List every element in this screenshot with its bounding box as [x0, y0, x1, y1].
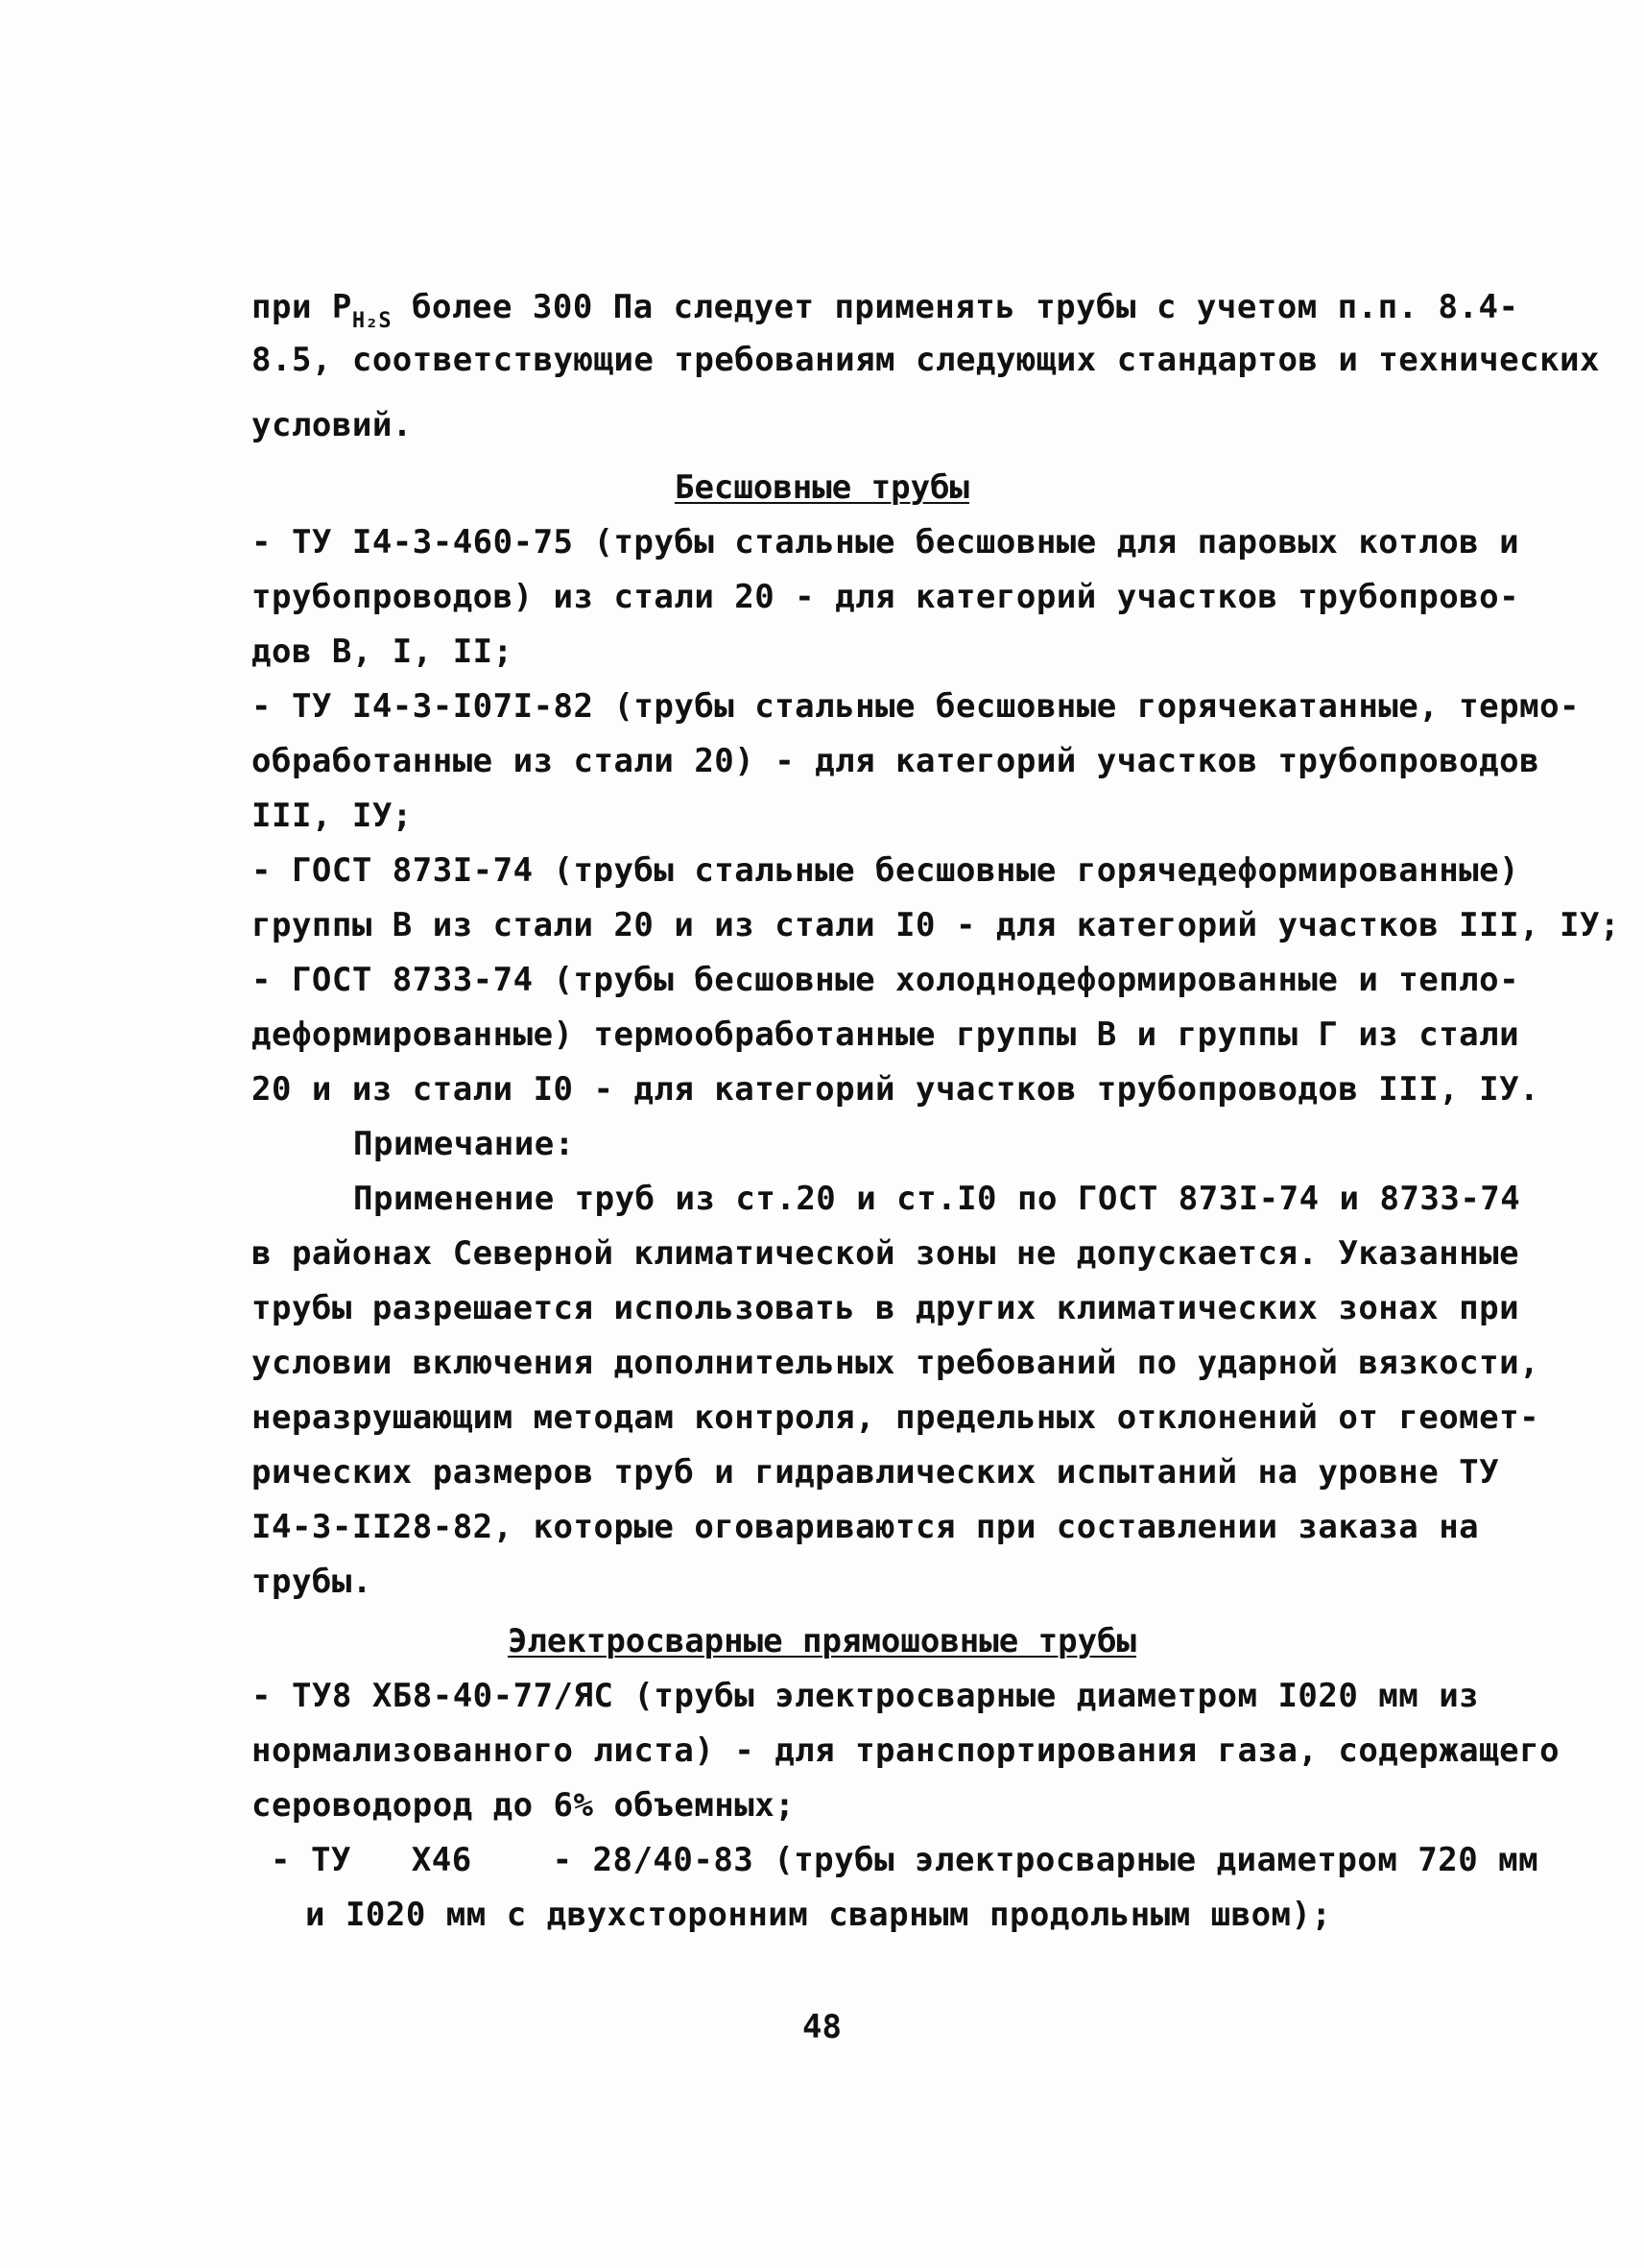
welded-line: - ТУ Х46 - 28/40-83 (трубы электросварные диаметром 720 мм [271, 1841, 1539, 1879]
page-number: 48 [802, 2008, 842, 2046]
seamless-line: 20 и из стали I0 - для категорий участков трубопроводов III, IУ. [251, 1070, 1540, 1109]
intro-text-start: при P [251, 288, 352, 326]
seamless-line: деформированные) термообработанные группы В и группы Г из стали [251, 1015, 1520, 1054]
welded-line: сероводород до 6% объемных; [251, 1786, 796, 1825]
seamless-line: дов В, I, II; [251, 633, 513, 671]
welded-line: и I020 мм с двухсторонним сварным продольным швом); [305, 1896, 1332, 1934]
seamless-line: III, IУ; [251, 797, 413, 835]
note-line: неразрушающим методам контроля, предельных отклонений от геомет- [251, 1398, 1540, 1437]
seamless-heading: Бесшовные трубы [674, 468, 970, 507]
note-line: рических размеров труб и гидравлических испытаний на уровне ТУ [251, 1453, 1500, 1492]
note-line: трубы. [251, 1563, 372, 1601]
seamless-line: - ГОСТ 8733-74 (трубы бесшовные холоднодеформированные и тепло- [251, 961, 1520, 999]
welded-heading: Электросварные прямошовные трубы [507, 1622, 1137, 1660]
note-label: Примечание: [353, 1125, 575, 1163]
intro-text-end: более 300 Па следует применять трубы с учетом п.п. 8.4- [392, 288, 1519, 326]
note-line: в районах Северной климатической зоны не допускается. Указанные [251, 1234, 1520, 1273]
welded-line: - ТУ8 ХБ8-40-77/ЯС (трубы электросварные диаметром I020 мм из [251, 1677, 1480, 1715]
welded-line: нормализованного листа) - для транспортирования газа, содержащего [251, 1731, 1561, 1770]
seamless-line: - ТУ I4-3-I07I-82 (трубы стальные бесшовные горячекатанные, термо- [251, 687, 1581, 726]
seamless-line: - ГОСТ 873I-74 (трубы стальные бесшовные горячедеформированные) [251, 851, 1520, 890]
seamless-line: группы В из стали 20 и из стали I0 - для категорий участков III, IУ; [251, 906, 1620, 944]
note-line: I4-3-II28-82, которые оговариваются при составлении заказа на [251, 1508, 1480, 1546]
intro-line-1 [251, 288, 1518, 331]
note-line: трубы разрешается использовать в других климатических зонах при [251, 1289, 1520, 1327]
seamless-line: - ТУ I4-3-460-75 (трубы стальные бесшовные для паровых котлов и [251, 523, 1520, 561]
note-line: условии включения дополнительных требований по ударной вязкости, [251, 1344, 1540, 1382]
intro-line-2: 8.5, соответствующие требованиям следующих стандартов и технических [251, 341, 1600, 379]
note-line: Применение труб из ст.20 и ст.I0 по ГОСТ 873I-74 и 8733-74 [353, 1180, 1521, 1218]
seamless-line: трубопроводов) из стали 20 - для категорий участков трубопрово- [251, 578, 1520, 616]
seamless-line: обработанные из стали 20) - для категорий участков трубопроводов [251, 742, 1540, 780]
intro-subscript: H₂S [351, 309, 393, 333]
intro-line-3: условий. [251, 406, 413, 444]
